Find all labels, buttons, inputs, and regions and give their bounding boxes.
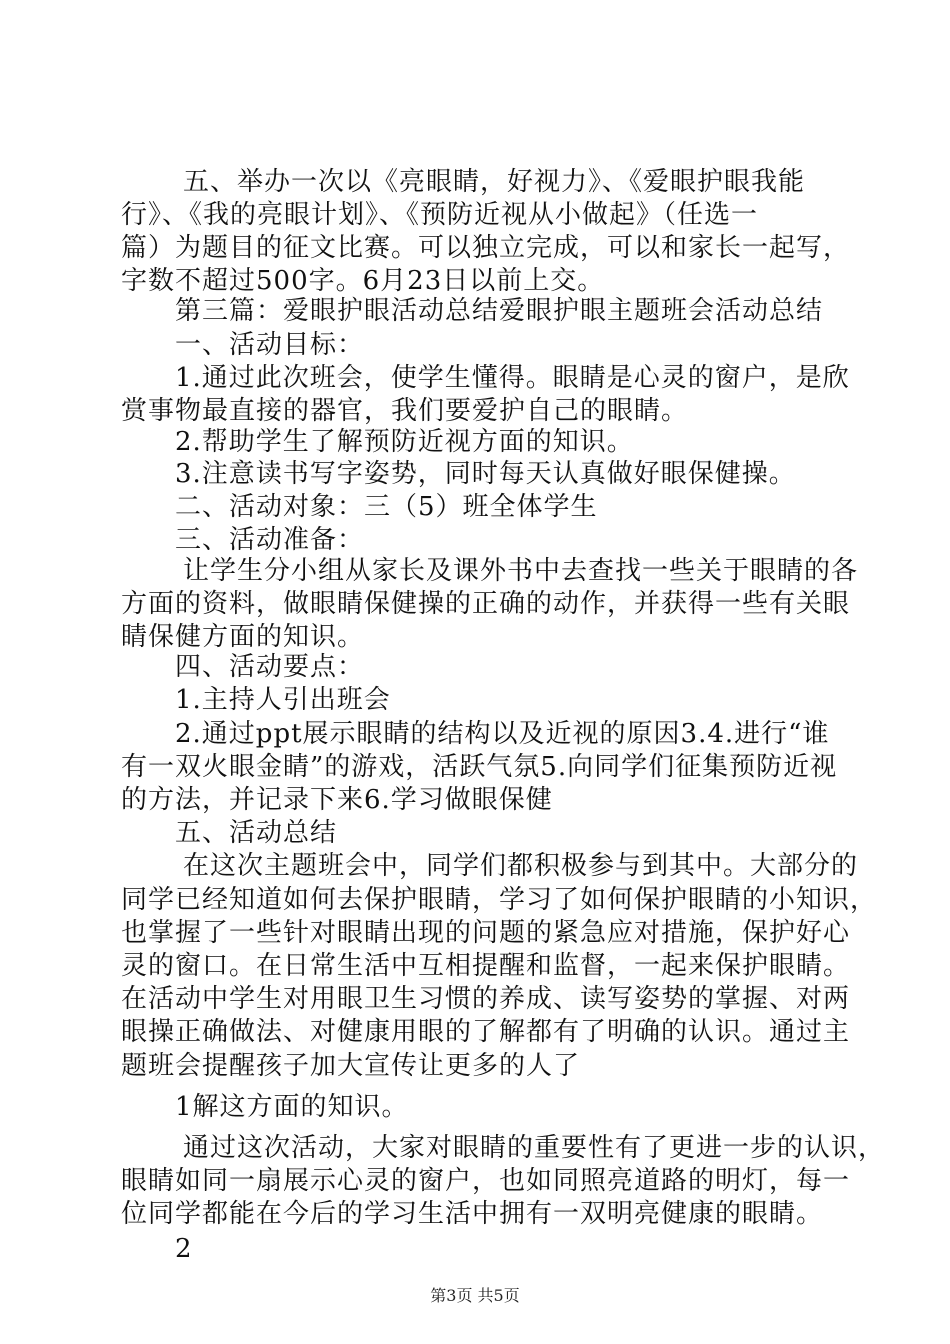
text-line: 的方法，并记录下来6.学习做眼保健 <box>121 785 553 815</box>
text-line: 2.帮助学生了解预防近视方面的知识。 <box>175 427 634 457</box>
text-line: 第三篇：爱眼护眼活动总结爱眼护眼主题班会活动总结 <box>175 296 824 326</box>
text-line: 灵的窗口。在日常生活中互相提醒和监督，一起来保护眼睛。 <box>121 951 851 981</box>
text-line: 三、活动准备： <box>175 525 365 555</box>
text-line: 同学已经知道如何去保护眼睛，学习了如何保护眼睛的小知识， <box>121 885 878 915</box>
text-line: 位同学都能在今后的学习生活中拥有一双明亮健康的眼睛。 <box>121 1199 824 1229</box>
text-line: 眼操正确做法、对健康用眼的了解都有了明确的认识。通过主 <box>121 1017 851 1047</box>
text-line: 1.通过此次班会，使学生懂得。眼睛是心灵的窗户，是欣 <box>175 363 850 393</box>
text-line: 在这次主题班会中，同学们都积极参与到其中。大部分的 <box>183 851 859 881</box>
text-line: 题班会提醒孩子加大宣传让更多的人了 <box>121 1051 581 1081</box>
text-line: 2.通过ppt展示眼睛的结构以及近视的原因3.4.进行“谁 <box>175 719 830 749</box>
text-line: 一、活动目标： <box>175 330 365 360</box>
text-line: 1解这方面的知识。 <box>175 1092 409 1122</box>
text-line: 行》、《我的亮眼计划》、《预防近视从小做起》（任选一 <box>121 200 759 230</box>
text-line: 通过这次活动，大家对眼睛的重要性有了更进一步的认识， <box>183 1133 886 1163</box>
text-line: 方面的资料，做眼睛保健操的正确的动作，并获得一些有关眼 <box>121 589 851 619</box>
text-line: 篇）为题目的征文比赛。可以独立完成，可以和家长一起写， <box>121 233 851 263</box>
page-number-mark: 2 <box>175 1234 193 1264</box>
text-line: 在活动中学生对用眼卫生习惯的养成、读写姿势的掌握、对两 <box>121 984 851 1014</box>
text-line: 有一双火眼金睛”的游戏，活跃气氛5.向同学们征集预防近视 <box>121 752 838 782</box>
text-line: 3.注意读书写字姿势，同时每天认真做好眼保健操。 <box>175 459 796 489</box>
text-line: 五、活动总结 <box>175 818 338 848</box>
text-line: 让学生分小组从家长及课外书中去查找一些关于眼睛的各 <box>183 556 859 586</box>
text-line: 赏事物最直接的器官，我们要爱护自己的眼睛。 <box>121 396 689 426</box>
text-line: 也掌握了一些针对眼睛出现的问题的紧急应对措施，保护好心 <box>121 918 851 948</box>
page-footer: 第3页 共5页 <box>430 1286 520 1305</box>
text-line: 1.主持人引出班会 <box>175 685 391 715</box>
text-line: 二、活动对象：三（5）班全体学生 <box>175 492 598 522</box>
text-line: 四、活动要点： <box>175 652 365 682</box>
text-line: 字数不超过500字。6月23日以前上交。 <box>121 266 605 296</box>
text-line: 睛保健方面的知识。 <box>121 622 365 652</box>
text-line: 五、举办一次以《亮眼睛，好视力》、《爱眼护眼我能 <box>183 167 806 197</box>
text-line: 眼睛如同一扇展示心灵的窗户，也如同照亮道路的明灯，每一 <box>121 1166 851 1196</box>
